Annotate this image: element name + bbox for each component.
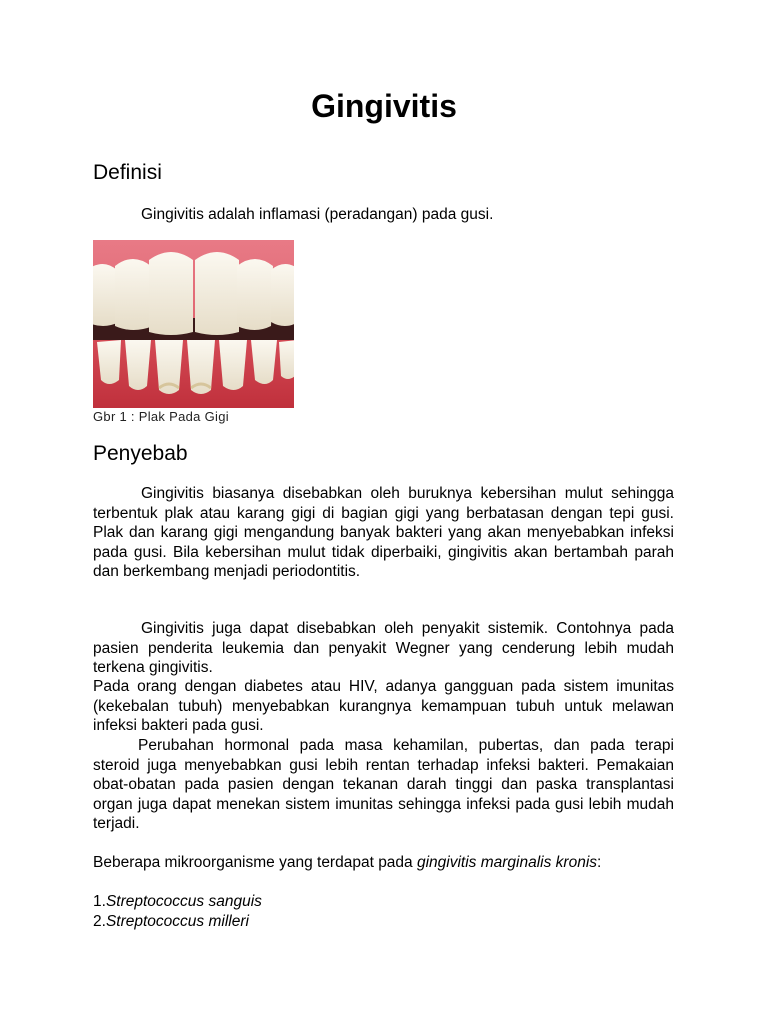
list-item-number: 1. (93, 893, 106, 910)
teeth-photo (93, 240, 294, 408)
list-item (93, 912, 674, 932)
microorganism-colon: : (597, 854, 602, 871)
paragraph-3: Pada orang dengan diabetes atau HIV, adanya gangguan pada sistem imunitas (kekebalan tubuh) menyebabkan kurangnya kemampuan tubuh untuk melawan infeksi bakteri pada gusi. (93, 678, 674, 734)
microorganism-term: gingivitis marginalis kronis (416, 854, 598, 871)
paragraph-4: Perubahan hormonal pada masa kehamilan, pubertas, dan pada terapi steroid juga menyebabkan gusi lebih rentan terhadap infeksi bakteri. Pemakaian obat-obatan pada pasien dengan tekanan darah tinggi dan paska transplantasi organ juga dapat menekan sistem imunitas sehingga infeksi pada gusi lebih mudah terjadi. (93, 737, 674, 832)
definition-text: Gingivitis adalah inflamasi (peradangan) pada gusi. (141, 206, 494, 223)
paragraph-1: Gingivitis biasanya disebabkan oleh buruknya kebersihan mulut sehingga terbentuk plak atau karang gigi di bagian gigi yang berbatasan dengan tepi gusi. Plak dan karang gigi mengandung banyak bakteri yang akan menyebabkan infeksi pada gusi. Bila kebersihan mulut tidak diperbaiki, gingivitis akan bertambah parah dan berkembang menjadi periodontitis. (93, 485, 674, 580)
list-item (93, 892, 674, 912)
list-item-name: Streptococcus sanguis (105, 893, 262, 910)
list-item-number: 2. (93, 913, 106, 930)
paragraph-2: Gingivitis juga dapat disebabkan oleh penyakit sistemik. Contohnya pada pasien penderita leukemia dan penyakit Wegner yang cenderung lebih mudah terkena gingivitis. (93, 620, 674, 676)
list-item-name: Streptococcus milleri (105, 913, 249, 930)
microorganism-intro (93, 853, 674, 873)
figure-caption: Gbr 1 : Plak Pada Gigi (93, 409, 229, 424)
microorganism-intro-text: Beberapa mikroorganisme yang terdapat pada (93, 854, 417, 871)
heading-definisi: Definisi (93, 161, 162, 184)
document-title: Gingivitis (311, 88, 457, 124)
heading-penyebab: Penyebab (93, 442, 188, 465)
